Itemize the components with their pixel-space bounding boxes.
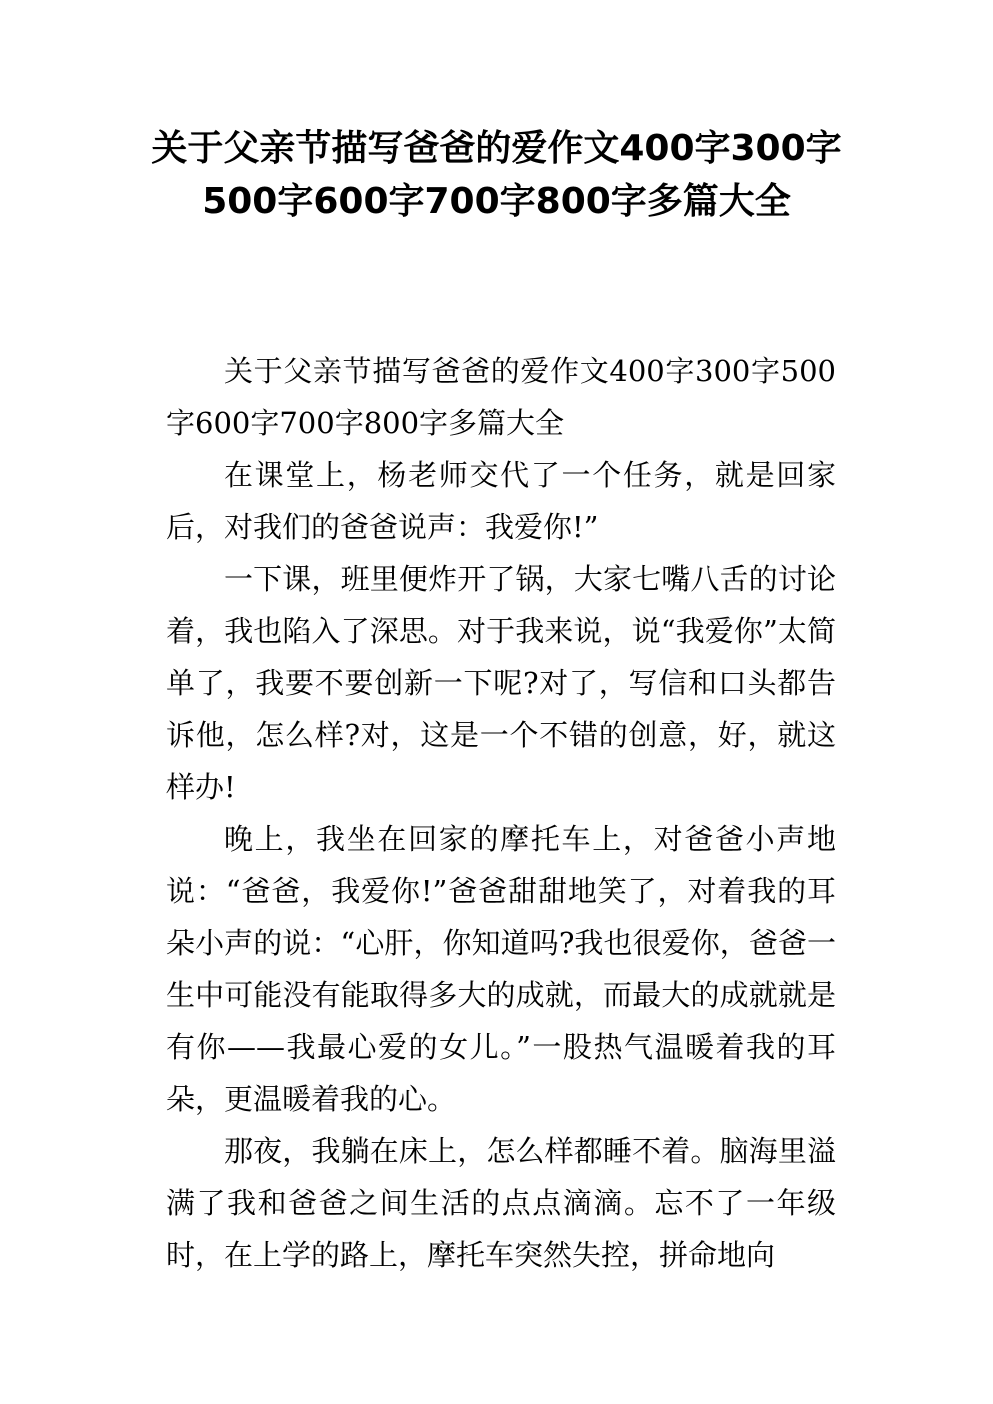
document-title: 关于父亲节描写爸爸的爱作文400字300字500字600字700字800字多篇大全 bbox=[151, 128, 842, 222]
paragraph: 晚上，我坐在回家的摩托车上，对爸爸小声地说：“爸爸，我爱你!”爸爸甜甜地笑了，对着我的耳朵小声的说：“心肝，你知道吗?我也很爱你，爸爸一生中可能没有能取得多大的成就，而最大的成就就是有你——我最心爱的女儿。”一股热气温暖着我的耳朵，更温暖着我的心。 bbox=[166, 822, 836, 1116]
paragraph: 一下课，班里便炸开了锅，大家七嘴八舌的讨论着，我也陷入了深思。对于我来说，说“我爱你”太简单了，我要不要创新一下呢?对了，写信和口头都告诉他，怎么样?对，这是一个不错的创意，好，就这样办! bbox=[166, 562, 836, 804]
paragraph: 那夜，我躺在床上，怎么样都睡不着。脑海里溢满了我和爸爸之间生活的点点滴滴。忘不了一年级时，在上学的路上，摩托车突然失控，拼命地向 bbox=[166, 1134, 836, 1272]
document-body bbox=[166, 345, 836, 1281]
paragraph: 在课堂上，杨老师交代了一个任务，就是回家后，对我们的爸爸说声：我爱你!” bbox=[166, 458, 836, 544]
paragraph: 关于父亲节描写爸爸的爱作文400字300字500字600字700字800字多篇大全 bbox=[166, 354, 836, 440]
